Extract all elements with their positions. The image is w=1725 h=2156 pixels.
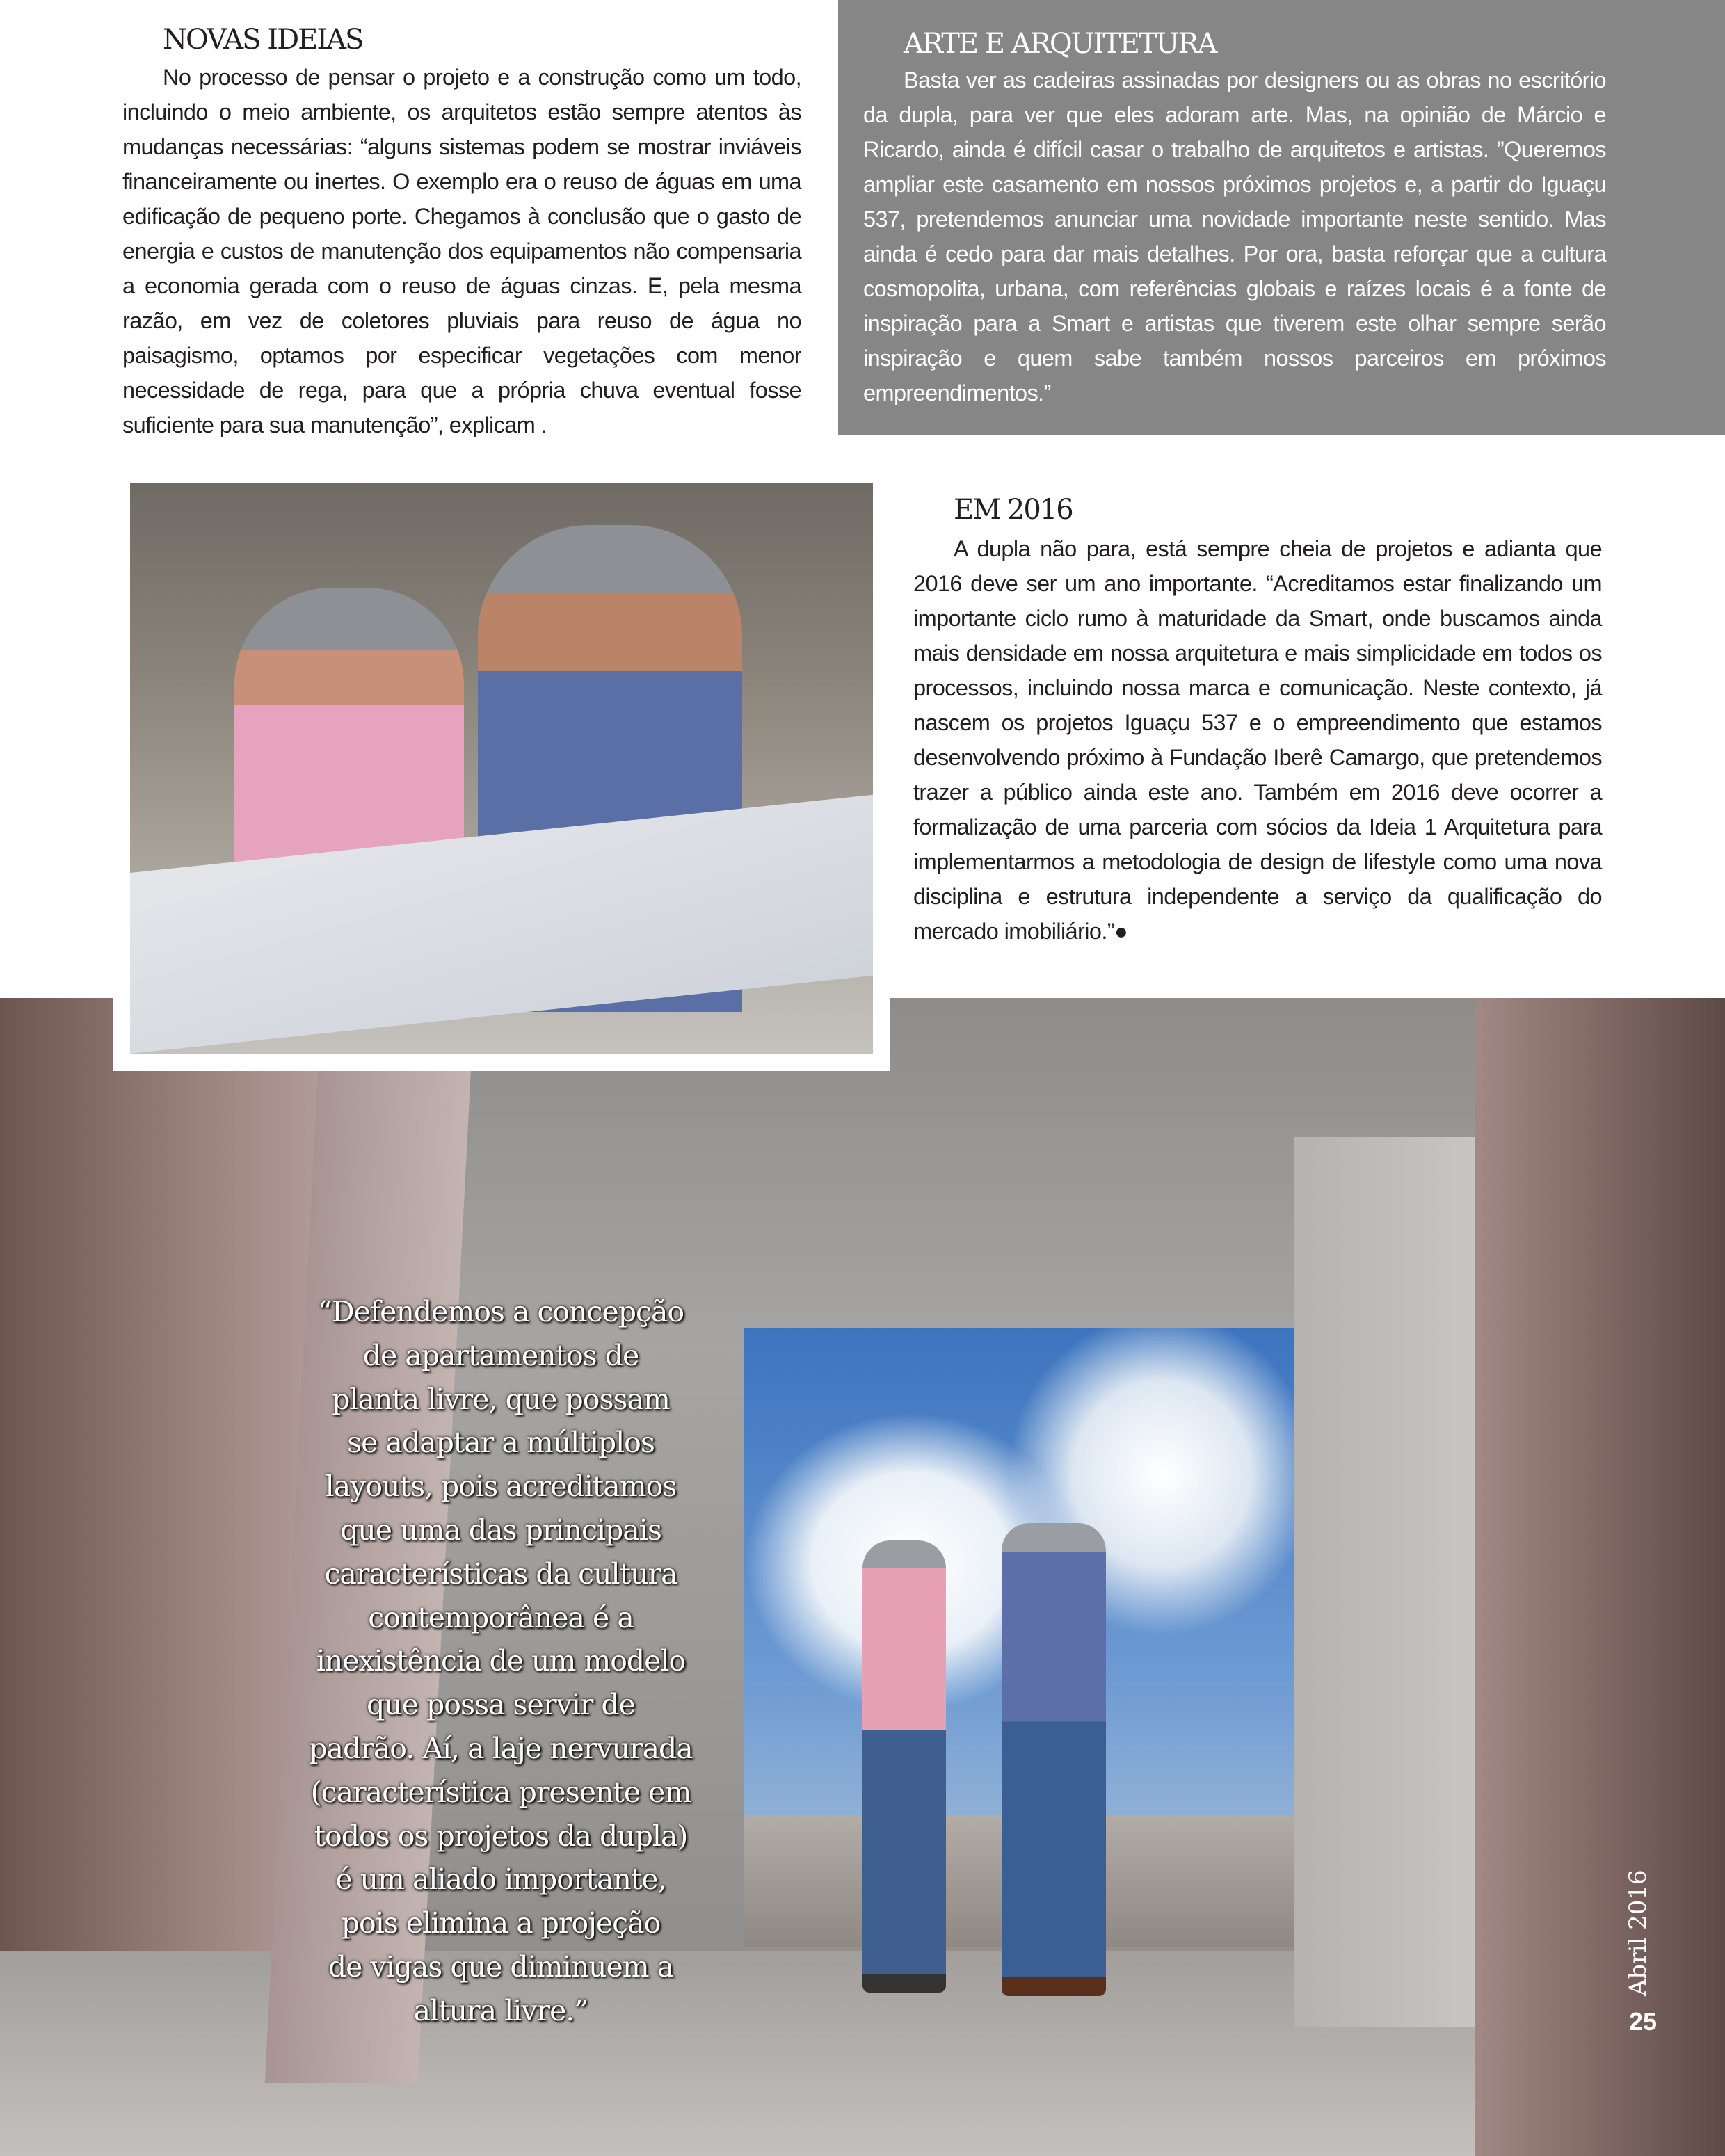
pull-quote-line: é um aliado importante, bbox=[335, 1863, 666, 1897]
pull-quote-line: se adaptar a múltiplos bbox=[347, 1426, 655, 1460]
section-body: No processo de pensar o projeto e a construção como um todo, incluindo o meio ambiente, os arquitetos estão sempre atentos às mudanças necessárias: “alguns sistemas podem se mostrar inviáveis financeiramente ou inertes. O exemplo era o reuso de águas em uma edificação de pequeno porte. Chegamos à conclusão que o gasto de energia e custos de manutenção dos equipamentos não compensaria a economia gerada com o reuso de águas cinzas. E, pela mesma razão, em vez de coletores pluviais para reuso de água no paisagismo, optamos por especificar vegetações com menor necessidade de rega, para que a própria chuva eventual fosse suficiente para sua manutenção”, explicam . bbox=[122, 65, 801, 437]
pull-quote-line: de vigas que diminuem a bbox=[328, 1949, 674, 1984]
end-mark: ● bbox=[1114, 919, 1128, 944]
section-em-2016 bbox=[913, 492, 1602, 949]
pull-quote-line: “Defendemos a concepção bbox=[317, 1295, 684, 1328]
pull-quote-line: inexistência de um modelo bbox=[316, 1644, 686, 1678]
pull-quote-line: padrão. Aí, a laje nervurada bbox=[309, 1731, 693, 1765]
pull-quote-line: todos os projetos da dupla) bbox=[314, 1819, 688, 1853]
section-heading: NOVAS IDEIAS bbox=[163, 24, 363, 56]
section-heading: ARTE E ARQUITETURA bbox=[904, 28, 1217, 60]
section-novas-ideias bbox=[122, 22, 801, 442]
pull-quote-line: planta livre, que possam bbox=[332, 1382, 670, 1416]
pull-quote-line: (característica presente em bbox=[310, 1775, 691, 1809]
pull-quote-line: que possa servir de bbox=[367, 1688, 635, 1722]
pull-quote-line: layouts, pois acreditamos bbox=[325, 1470, 677, 1504]
pull-quote-line: que uma das principais bbox=[340, 1513, 661, 1547]
architect-figure bbox=[862, 1540, 946, 1993]
pull-quote-line: pois elimina a projeção bbox=[341, 1906, 661, 1940]
page-number: 25 bbox=[1629, 2007, 1658, 2036]
photo-frame bbox=[113, 480, 890, 1071]
section-text: A dupla não para, está sempre cheia de projetos e adianta que 2016 deve ser um ano importante. “Acreditamos estar finalizando um importante ciclo rumo à maturidade da Smart, onde buscamos ainda mais densidade em nossa arquitetura e mais simplicidade em todos os processos, incluindo nossa marca e comunicação. Neste contexto, já nascem os projetos Iguaçu 537 e o empreendimento que estamos desenvolvendo próximo à Fundação Iberê Camargo, que pretendemos trazer a público ainda este ano. Também em 2016 deve ocorrer a formalização de uma parceria com sócios da Ideia 1 Arquitetura para implementarmos a metodologia de design de lifestyle como uma nova disciplina e estrutura independente a serviço da qualificação do mercado imobiliário.” bbox=[913, 536, 1602, 944]
brick-wall bbox=[1475, 998, 1725, 2156]
architect-figure bbox=[1002, 1523, 1106, 1996]
pull-quote-line: contemporânea é a bbox=[368, 1600, 634, 1634]
architects-reviewing-plans-photo bbox=[130, 483, 873, 1054]
issue-date: Abril 2016 bbox=[1624, 1869, 1652, 1996]
pull-quote-line: características da cultura bbox=[324, 1556, 677, 1591]
architects-on-site-photo bbox=[0, 998, 1725, 2156]
pull-quote-line: altura livre.” bbox=[413, 1993, 588, 2027]
section-arte-arquitetura bbox=[838, 0, 1725, 435]
section-heading: EM 2016 bbox=[954, 494, 1073, 526]
section-body bbox=[913, 531, 1602, 949]
pull-quote-line: de apartamentos de bbox=[362, 1338, 639, 1372]
section-body: Basta ver as cadeiras assinadas por designers ou as obras no escritório da dupla, para ver que eles adoram arte. Mas, na opinião de Márcio e Ricardo, ainda é difícil casar o trabalho de arquitetos e artistas. ”Queremos ampliar este casamento em nossos próximos projetos e, a partir do Iguaçu 537, pretendemos anunciar uma novidade importante neste sentido. Mas ainda é cedo para dar mais detalhes. Por ora, basta reforçar que a cultura cosmopolita, urbana, com referências globais e raízes locais é a fonte de inspiração para a Smart e artistas que tiverem este olhar sempre serão inspiração e quem sabe também nossos parceiros em próximos empreendimentos.” bbox=[863, 67, 1606, 405]
pull-quote bbox=[264, 1290, 737, 2033]
